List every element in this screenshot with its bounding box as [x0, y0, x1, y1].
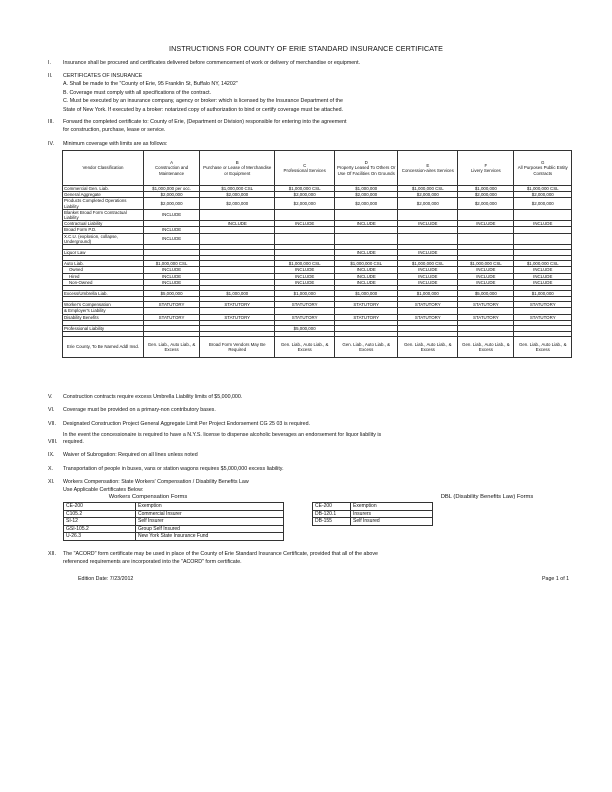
form-code: CE-200	[64, 503, 136, 511]
coverage-cell: STATUTORY	[514, 302, 572, 308]
section-text: Coverage must be provided on a primary-non contributory bases.	[63, 407, 216, 413]
coverage-cell	[514, 233, 572, 244]
section-number: VI.	[48, 407, 55, 413]
coverage-cell: INCLUDE	[458, 273, 514, 279]
additional-insured-cell: Gen. Liab., Auto Liab., & Excess	[335, 337, 398, 358]
column-letter: E	[426, 162, 430, 168]
coverage-cell: $1,000,000 CSL	[335, 261, 398, 267]
coverage-cell: $2,000,000	[514, 192, 572, 198]
coverage-cell: INCLUDE	[143, 209, 199, 220]
column-letter: G	[541, 160, 545, 166]
coverage-label: Products Completed Operations Liability	[63, 198, 144, 209]
coverage-label: Owned	[63, 267, 144, 273]
coverage-cell: STATUTORY	[398, 314, 458, 320]
coverage-cell: INCLUDE	[335, 267, 398, 273]
section-2-item-a: A. Shall be made to the "County of Erie, 95 Franklin St, Buffalo NY, 14202"	[63, 81, 238, 87]
dbl-forms-table	[312, 502, 433, 526]
coverage-cell: $1,000,000	[514, 291, 572, 297]
additional-insured-cell: Gen. Liab., Auto Liab., & Excess	[458, 337, 514, 358]
coverage-cell: $2,000,000	[200, 192, 275, 198]
coverage-cell: $1,000,000	[458, 186, 514, 192]
coverage-label: X.C.U. (explosion, collapse, Underground)	[63, 233, 144, 244]
coverage-label: Professional Liability	[63, 325, 144, 331]
coverage-cell: $1,000,000 CSL	[275, 186, 335, 192]
coverage-cell: STATUTORY	[143, 302, 199, 308]
coverage-cell: $1,000,000	[200, 291, 275, 297]
coverage-cell: $2,000,000	[398, 198, 458, 209]
section-number: X.	[48, 466, 54, 472]
coverage-cell: INCLUDE	[398, 250, 458, 256]
coverage-cell: STATUTORY	[458, 302, 514, 308]
column-letter: C	[303, 162, 307, 168]
coverage-cell: STATUTORY	[275, 302, 335, 308]
coverage-cell: $1,000,000 CSL	[398, 186, 458, 192]
section-8-text: In the event the concessionaire is required to have a N.Y.S. license to dispense alcoholic beverages an endorsement for liquor liability is	[63, 432, 382, 438]
coverage-cell: INCLUDE	[275, 279, 335, 285]
coverage-cell: $1,000,000 CSL	[458, 261, 514, 267]
form-code: GSI-105.2	[64, 525, 136, 533]
coverage-cell: $2,000,000	[275, 192, 335, 198]
coverage-cell: INCLUDE	[458, 267, 514, 273]
form-row	[313, 503, 433, 511]
column-label: Concession-aires Services	[401, 168, 454, 173]
column-letter: D	[364, 160, 368, 166]
coverage-label: Hired	[63, 273, 144, 279]
form-code: C105.2	[64, 510, 136, 518]
form-description: Exemption	[136, 503, 284, 511]
column-header	[200, 151, 275, 186]
coverage-cell: $2,000,000	[143, 192, 199, 198]
wc-forms-table	[63, 502, 284, 541]
coverage-cell: $2,000,000	[458, 198, 514, 209]
coverage-label: Auto Liab.	[63, 261, 144, 267]
coverage-label: Worker's Compensation	[63, 302, 144, 308]
coverage-cell: $1,000,000 CSL	[398, 261, 458, 267]
coverage-cell: INCLUDE	[514, 221, 572, 227]
section-12-cont: referenced requirements are incorporated into the "ACORD" form certificate.	[63, 559, 242, 565]
coverage-cell: INCLUDE	[398, 267, 458, 273]
additional-insured-label: Erie County, To Be Named Addl Insd.	[63, 337, 144, 358]
section-text: Designated Construction Project General Aggregate Limit Per Project Endorsement CG 25 03 is required.	[63, 421, 311, 427]
coverage-cell: $2,000,000	[143, 198, 199, 209]
coverage-cell: STATUTORY	[398, 302, 458, 308]
section-text: Minimum coverage with limits are as follows:	[63, 141, 168, 147]
coverage-cell	[275, 209, 335, 220]
section-text: Waiver of Subrogation: Required on all lines unless noted	[63, 452, 198, 458]
form-description: Insurers	[351, 510, 433, 518]
form-description: Group Self Insured	[136, 525, 284, 533]
coverage-cell: INCLUDE	[143, 279, 199, 285]
coverage-cell: $1,000,000 CSL	[200, 186, 275, 192]
form-code: DB-120.1	[313, 510, 351, 518]
coverage-header-row	[63, 151, 572, 186]
column-letter: B	[235, 160, 239, 166]
section-text: Forward the completed certificate to: County of Erie, (Department or Division) responsible for entering into the agreement	[63, 119, 347, 125]
section-text: Construction contracts require excess Umbrella Liability limits of $5,000,000.	[63, 394, 243, 400]
coverage-cell: INCLUDE	[398, 221, 458, 227]
coverage-row	[63, 233, 572, 244]
form-description: New York State Insurance Fund	[136, 533, 284, 541]
section-text: CERTIFICATES OF INSURANCE	[63, 73, 143, 79]
column-header	[335, 151, 398, 186]
coverage-cell: $1,000,000 per occ.	[143, 186, 199, 192]
coverage-cell: $2,000,000	[398, 192, 458, 198]
coverage-cell: STATUTORY	[514, 314, 572, 320]
form-row	[313, 510, 433, 518]
coverage-cell: $1,000,000	[398, 291, 458, 297]
coverage-label: Contractual Liability	[63, 221, 144, 227]
wc-forms-title: Workers Compensation Forms	[108, 494, 188, 500]
coverage-cell: INCLUDE	[143, 233, 199, 244]
column-label: Professional Services	[283, 168, 326, 173]
coverage-cell: $1,000,000 CSL	[514, 186, 572, 192]
form-row	[64, 525, 284, 533]
form-code: SI-12	[64, 518, 136, 526]
coverage-cell: INCLUDE	[398, 279, 458, 285]
column-letter: F	[484, 162, 488, 168]
coverage-cell	[398, 233, 458, 244]
form-row	[64, 510, 284, 518]
additional-insured-cell: Gen. Liab., Auto Liab., & Excess	[514, 337, 572, 358]
coverage-cell: $2,000,000	[200, 198, 275, 209]
coverage-cell: INCLUDE	[335, 279, 398, 285]
section-2-item-c-cont: State of New York. If executed by a broker: notarized copy of authorization to bind or certify coverage must be attached.	[63, 106, 344, 113]
column-letter: A	[170, 160, 174, 166]
coverage-cell: $1,000,000 CSL	[514, 261, 572, 267]
coverage-label: Blanket Broad Form Contractual Liability	[63, 209, 144, 220]
coverage-cell: INCLUDE	[335, 221, 398, 227]
coverage-cell: STATUTORY	[335, 302, 398, 308]
coverage-cell: INCLUDE	[514, 279, 572, 285]
column-label: All Purposes Public Entity Contracts	[517, 165, 568, 176]
page-number: Page 1 of 1	[542, 576, 570, 582]
coverage-cell: STATUTORY	[335, 314, 398, 320]
section-number: XI.	[48, 479, 55, 485]
coverage-cell	[200, 209, 275, 220]
coverage-label: Non-Owned	[63, 279, 144, 285]
coverage-table	[62, 150, 572, 358]
section-text: The "ACORD" form certificate may be used in place of the County of Erie Standard Insurance Certificate, provided that all of the above	[63, 551, 378, 557]
coverage-cell: INCLUDE	[398, 273, 458, 279]
coverage-cell: $1,000,000 CSL	[143, 261, 199, 267]
additional-insured-cell: Gen. Liab., Auto Liab., & Excess	[275, 337, 335, 358]
coverage-cell	[458, 209, 514, 220]
coverage-label: Excess/Umbrella Liab.	[63, 291, 144, 297]
section-number: III.	[48, 119, 54, 125]
coverage-cell: $5,000,000	[458, 291, 514, 297]
column-label: Property Leased To Others Or Use Of Facilities On Grounds	[336, 165, 396, 176]
coverage-cell: INCLUDE	[458, 279, 514, 285]
coverage-label: Commercial Gen. Liab.	[63, 186, 144, 192]
coverage-cell: INCLUDE	[514, 267, 572, 273]
coverage-cell: $1,000,000	[335, 186, 398, 192]
section-number: IV.	[48, 141, 54, 147]
coverage-cell: STATUTORY	[275, 314, 335, 320]
coverage-label: Liquor Law	[63, 250, 144, 256]
coverage-cell: INCLUDE	[514, 273, 572, 279]
section-text: Insurance shall be procured and certificates delivered before commencement of work or delivery of merchandise or equipment.	[63, 60, 361, 66]
coverage-cell	[335, 209, 398, 220]
column-label: Purchase or Lease of Merchandise or Equipment	[203, 165, 272, 176]
section-2-item-b: B. Coverage must comply with all specifications of the contract.	[63, 89, 212, 96]
column-header	[458, 151, 514, 186]
form-description: Commercial Insurer	[136, 510, 284, 518]
column-header	[514, 151, 572, 186]
coverage-cell	[335, 233, 398, 244]
coverage-cell: INCLUDE	[200, 221, 275, 227]
form-description: Self Insurer	[136, 518, 284, 526]
additional-insured-row	[63, 337, 572, 358]
additional-insured-cell: Gen. Liab., Auto Liab., & Excess	[398, 337, 458, 358]
coverage-cell: $1,000,000 CSL	[275, 261, 335, 267]
coverage-cell: $2,000,000	[335, 192, 398, 198]
coverage-cell: INCLUDE	[143, 273, 199, 279]
form-code: CE-200	[313, 503, 351, 511]
coverage-label: Broad Form P.D.	[63, 227, 144, 233]
coverage-cell: INCLUDE	[275, 273, 335, 279]
section-number: VII.	[48, 421, 56, 427]
section-text: Transportation of people in buses, vans or station wagons requires $5,000,000 excess liability.	[63, 466, 284, 472]
section-2-item-c: C. Must be executed by an insurance company, agency or broker: which is licensed by the Insurance Department of the	[63, 98, 343, 104]
section-text-cont: required.	[63, 439, 84, 445]
coverage-cell: $5,000,000	[143, 291, 199, 297]
section-text: Workers Compensation: State Workers' Compensation / Disability Benefits Law	[63, 479, 249, 485]
coverage-cell: STATUTORY	[200, 314, 275, 320]
coverage-cell: STATUTORY	[200, 302, 275, 308]
coverage-cell: STATUTORY	[143, 314, 199, 320]
form-description: Exemption	[351, 503, 433, 511]
form-code: U-26.3	[64, 533, 136, 541]
coverage-cell: $2,000,000	[514, 198, 572, 209]
coverage-cell	[458, 233, 514, 244]
column-label: Livery Services	[470, 168, 501, 173]
coverage-label: Disability Benefits	[63, 314, 144, 320]
form-row	[64, 503, 284, 511]
vendor-classification-header: Vendor Classification	[63, 151, 144, 186]
coverage-cell: INCLUDE	[275, 267, 335, 273]
column-header	[275, 151, 335, 186]
coverage-cell: INCLUDE	[335, 273, 398, 279]
section-number: V.	[48, 394, 53, 400]
form-code: DB-155	[313, 518, 351, 526]
coverage-row	[63, 198, 572, 209]
edition-date: Edition Date: 7/23/2012	[78, 576, 134, 582]
coverage-cell	[200, 233, 275, 244]
form-row	[64, 518, 284, 526]
coverage-cell: $1,000,000	[335, 291, 398, 297]
section-number: IX.	[48, 452, 55, 458]
coverage-cell: $5,000,000	[275, 325, 335, 331]
additional-insured-cell: Gen. Liab., Auto Liab., & Excess	[143, 337, 199, 358]
coverage-row	[63, 209, 572, 220]
column-header	[143, 151, 199, 186]
coverage-cell	[514, 209, 572, 220]
document-title: INSTRUCTIONS FOR COUNTY OF ERIE STANDARD INSURANCE CERTIFICATE	[168, 44, 444, 53]
coverage-cell: INCLUDE	[335, 250, 398, 256]
coverage-cell: $2,000,000	[458, 192, 514, 198]
coverage-cell: STATUTORY	[458, 314, 514, 320]
coverage-cell	[275, 233, 335, 244]
section-3-cont: for construction, purchase, lease or service.	[63, 127, 166, 133]
coverage-cell: $2,000,000	[275, 198, 335, 209]
section-number: VIII.	[48, 439, 58, 445]
coverage-cell: INCLUDE	[275, 221, 335, 227]
section-number: XII.	[48, 551, 56, 557]
coverage-cell: INCLUDE	[143, 267, 199, 273]
coverage-cell	[398, 209, 458, 220]
column-header	[398, 151, 458, 186]
dbl-forms-title: DBL (Disability Benefits Law) Forms	[440, 494, 534, 500]
section-11-cont: Use Applicable Certificates Below:	[63, 487, 144, 493]
coverage-label: General Aggregate	[63, 192, 144, 198]
coverage-cell: INCLUDE	[458, 221, 514, 227]
coverage-cell: $1,000,000	[275, 291, 335, 297]
coverage-cell: $2,000,000	[335, 198, 398, 209]
coverage-label: & Employer's Liability	[63, 308, 144, 314]
section-number: II.	[48, 73, 53, 79]
coverage-cell: INCLUDE	[143, 227, 199, 233]
form-row	[313, 518, 433, 526]
form-description: Self Insured	[351, 518, 433, 526]
column-label: Construction and Maintenance	[154, 165, 189, 176]
form-row	[64, 533, 284, 541]
section-number: I.	[48, 60, 51, 66]
additional-insured-cell: Broad Form Vendors May Be Required	[200, 337, 275, 358]
